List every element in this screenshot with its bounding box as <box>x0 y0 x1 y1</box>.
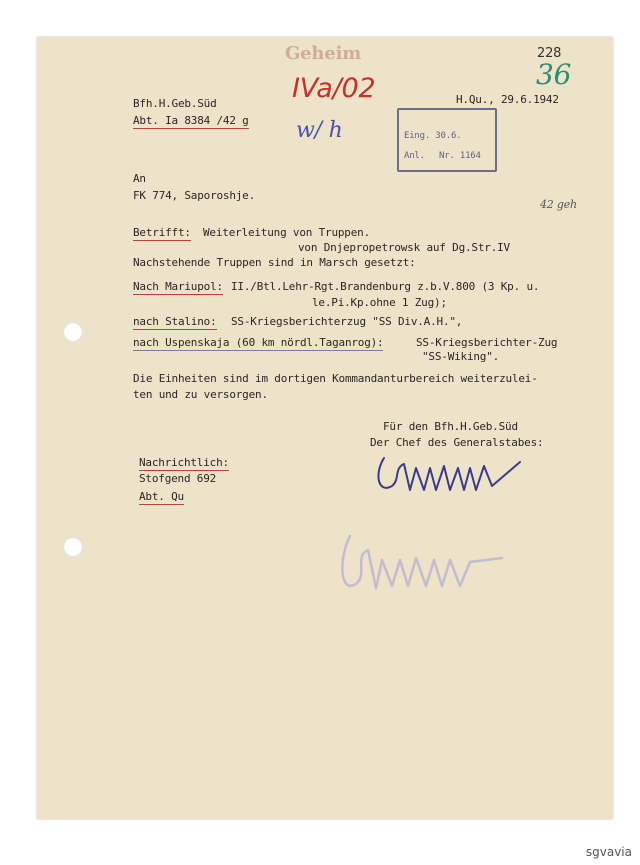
subject-label: Betrifft: <box>133 226 191 239</box>
received-stamp-note: 42 geh <box>540 198 577 211</box>
received-stamp-line1: Eing. 30.6. <box>404 131 462 141</box>
sender-department: Abt. Ia 8384 /42 g <box>133 114 249 127</box>
document-page <box>37 37 613 819</box>
entry-place-stalino: nach Stalino: <box>133 315 217 328</box>
closing-line1: Die Einheiten sind im dortigen Kommandanturbereich weiterzulei- <box>133 372 538 385</box>
entry-text-uspenskaja: SS-Kriegsberichter-Zug <box>416 336 558 349</box>
secrecy-stamp: Geheim <box>285 43 362 64</box>
registry-mark: IVa/02 <box>292 73 376 104</box>
punch-hole <box>63 537 83 557</box>
subject-insertion: von Dnjepropetrowsk auf Dg.Str.IV <box>298 241 510 254</box>
intro-line: Nachstehende Truppen sind in Marsch gesetzt: <box>133 256 416 269</box>
distribution-label: Nachrichtlich: <box>139 456 229 469</box>
entry-place-uspenskaja: nach Uspenskaja (60 km nördl.Taganrog): <box>133 336 384 349</box>
margin-marks: w/ h <box>296 118 343 143</box>
received-stamp-line3: Nr. 1164 <box>439 151 481 161</box>
subject-text: Weiterleitung von Truppen. <box>203 226 370 239</box>
entry-cont-uspenskaja: "SS-Wiking". <box>422 350 500 363</box>
entry-place-mariupol: Nach Mariupol: <box>133 280 223 293</box>
signature-line2: Der Chef des Generalstabes: <box>370 436 544 449</box>
recipient-name: FK 774, Saporoshje. <box>133 189 256 202</box>
closing-line2: ten und zu versorgen. <box>133 388 268 401</box>
page-number: 228 <box>537 46 562 61</box>
distribution-item: Stofgend 692 <box>139 472 217 485</box>
recipient-prefix: An <box>133 172 146 185</box>
entry-text-stalino: SS-Kriegsberichterzug "SS Div.A.H.", <box>231 315 463 328</box>
received-stamp <box>397 108 497 172</box>
entry-cont-mariupol: le.Pi.Kp.ohne 1 Zug); <box>312 296 447 309</box>
faded-signature <box>330 530 510 600</box>
distribution-item: Abt. Qu <box>139 490 184 503</box>
folio-number: 36 <box>536 58 572 91</box>
received-stamp-line2: Anl. <box>404 151 425 161</box>
sender-unit: Bfh.H.Geb.Süd <box>133 97 217 110</box>
punch-hole <box>63 322 83 342</box>
handwritten-signature <box>370 450 530 500</box>
entry-text-mariupol: II./Btl.Lehr-Rgt.Brandenburg z.b.V.800 (3 Kp. u. <box>231 280 540 293</box>
place-date: H.Qu., 29.6.1942 <box>456 93 559 106</box>
watermark: sgvavia <box>585 845 632 859</box>
signature-line1: Für den Bfh.H.Geb.Süd <box>383 420 518 433</box>
